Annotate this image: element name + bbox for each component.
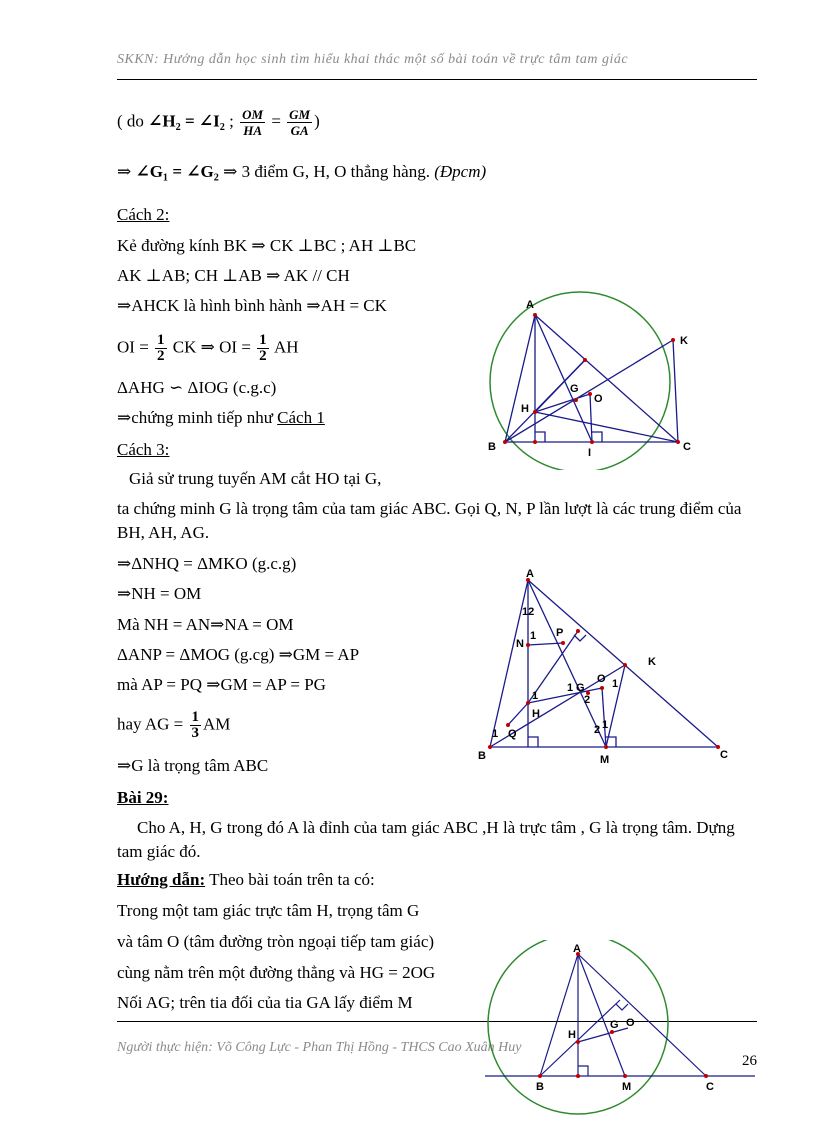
label-i: I	[588, 447, 592, 459]
label-h: H	[532, 708, 540, 720]
text-line-oi: OI = $\frac{1}{2}$ CK ⇒ OI = $\frac{1}{2}$ AH	[117, 332, 299, 364]
text-line: mà AP = PQ ⇒GM = AP = PG	[117, 675, 326, 694]
right-angle-mark	[592, 432, 602, 442]
text: ;	[224, 111, 239, 131]
right-angle-mark	[616, 1004, 628, 1010]
paragraph: ta chứng minh G là trọng tâm của tam giác ABC. Gọi Q, N, P lần lượt là các trung điểm của BH, AH, AG.	[117, 499, 742, 542]
text-line: ⇒chứng minh tiếp như Cách 1	[117, 408, 325, 427]
side-ab	[505, 315, 535, 442]
text-line-ag: hay AG = $\frac{1}{3}$ AM	[117, 709, 231, 741]
text-line: ⇒NH = OM	[117, 584, 202, 603]
figure-bai-29	[480, 940, 760, 1120]
label-k: K	[680, 335, 688, 347]
text-line: ΔAHG ∽ ΔIOG (c.g.c)	[117, 378, 277, 397]
label-h: H	[568, 1029, 576, 1041]
figure-cach-3	[470, 565, 740, 770]
line-hgo	[578, 1028, 628, 1042]
label-g: G	[570, 383, 579, 395]
label-g: G	[610, 1019, 619, 1031]
label-n: N	[516, 638, 524, 650]
label-b: B	[488, 441, 496, 453]
line-kc	[673, 340, 678, 442]
page-header: SKKN: Hướng dẫn học sinh tìm hiểu khai thác một số bài toán về trực tâm tam giác	[117, 52, 629, 67]
text-line: Giả sử trung tuyến AM cắt HO tại G,	[129, 469, 382, 488]
label-q: Q	[508, 728, 517, 740]
line-oi	[590, 394, 592, 442]
text-line: Hướng dẫn: Theo bài toán trên ta có:	[117, 870, 375, 889]
label-m: M	[622, 1081, 632, 1093]
label-angle: 1	[492, 728, 499, 740]
line-qh	[508, 703, 528, 725]
label-angle: 1	[532, 690, 539, 702]
line-om	[602, 688, 609, 747]
text-line: cùng nằm trên một đường thẳng và HG = 2OG	[117, 963, 436, 982]
label-o: O	[594, 393, 603, 405]
line-do: ( do ∠H₂ = ∠I₂ ; $\frac{OM}{HA}$ = $\frac{GM}{GA}$ )	[117, 107, 320, 138]
page-number: 26	[742, 1053, 757, 1069]
heading-cach-3: Cách 3:	[117, 440, 170, 459]
angle-equality: ∠H₂ = ∠I₂	[148, 111, 225, 131]
text-line: Nối AG; trên tia đối của tia GA lấy điểm M	[117, 993, 413, 1012]
label-angle: 2	[594, 724, 601, 736]
label-o: O	[626, 1017, 635, 1029]
fraction-third: $\frac{1}{3}$	[191, 709, 199, 741]
label-b: B	[536, 1081, 544, 1093]
label-a: A	[526, 299, 534, 311]
median-am	[528, 580, 609, 747]
heading-cach-2: Cách 2:	[117, 205, 170, 224]
label-b: B	[478, 750, 486, 762]
median-am	[578, 954, 625, 1076]
text-line: và tâm O (tâm đường tròn ngoại tiếp tam giác)	[117, 932, 435, 951]
heading-bai-29: Bài 29:	[117, 788, 169, 807]
diameter-bk	[505, 340, 673, 442]
label-c: C	[706, 1081, 714, 1093]
side-ac	[528, 580, 718, 747]
right-angle-mark	[535, 432, 545, 442]
right-angle-mark	[578, 1066, 588, 1076]
fraction-half: $\frac{1}{2}$	[259, 332, 267, 364]
fraction-half: $\frac{1}{2}$	[157, 332, 165, 364]
line-hc	[535, 412, 678, 442]
fraction-gm-ga: $\frac{GM}{GA}$	[289, 107, 311, 138]
text: ( do	[117, 111, 149, 131]
side-ac	[578, 954, 706, 1076]
label-angle: 1	[530, 630, 537, 642]
problem-statement: Cho A, H, G trong đó A là đỉnh của tam giác ABC ,H là trực tâm , G là trọng tâm. Dựng tam giác đó.	[117, 818, 735, 861]
text-line: ΔANP = ΔMOG (g.cg) ⇒GM = AP	[117, 645, 360, 664]
label-o: O	[597, 673, 606, 685]
label-angle: 1	[602, 719, 609, 731]
page-footer: Người thực hiện: Võ Công Lực - Phan Thị Hồng - THCS Cao Xuân Huy	[117, 1040, 522, 1055]
label-angle: 1	[612, 678, 619, 690]
header-rule	[117, 79, 757, 80]
text-line: Trong một tam giác trực tâm H, trọng tâm G	[117, 901, 420, 920]
line-conclusion: ⇒ ∠G₁ = ∠G₂ ⇒ 3 điểm G, H, O thẳng hàng. (Đpcm)	[117, 162, 487, 181]
label-c: C	[683, 441, 691, 453]
label-a: A	[573, 943, 581, 955]
text-line: Kẻ đường kính BK ⇒ CK ⊥BC ; AH ⊥BC	[117, 236, 417, 255]
fraction-om-ha: $\frac{OM}{HA}$	[242, 107, 264, 138]
label-k: K	[648, 656, 656, 668]
label-p: P	[556, 627, 564, 639]
label-g: G	[576, 682, 585, 694]
label-angle-12: 12	[522, 606, 535, 618]
label-angle: 2	[584, 694, 591, 706]
label-m: M	[600, 754, 610, 766]
right-angle-mark	[528, 737, 538, 747]
label-c: C	[720, 749, 728, 761]
figure-cach-2	[480, 290, 710, 470]
text-line: ⇒AHCK là hình bình hành ⇒AH = CK	[117, 296, 387, 315]
text-line: AK ⊥AB; CH ⊥AB ⇒ AK // CH	[117, 266, 350, 285]
right-angle-mark	[574, 635, 586, 641]
text-line: ⇒G là trọng tâm ABC	[117, 756, 269, 775]
label-h: H	[521, 403, 529, 415]
circumcircle	[490, 292, 670, 470]
text-line: ⇒ΔNHQ = ΔMKO (g.c.g)	[117, 554, 297, 573]
label-a: A	[526, 568, 534, 580]
angle-equality: ∠G₁ = ∠G₂	[135, 162, 219, 181]
label-angle: 1	[567, 682, 574, 694]
median-ai	[535, 315, 592, 442]
text-line: Mà NH = AN⇒NA = OM	[117, 615, 294, 634]
